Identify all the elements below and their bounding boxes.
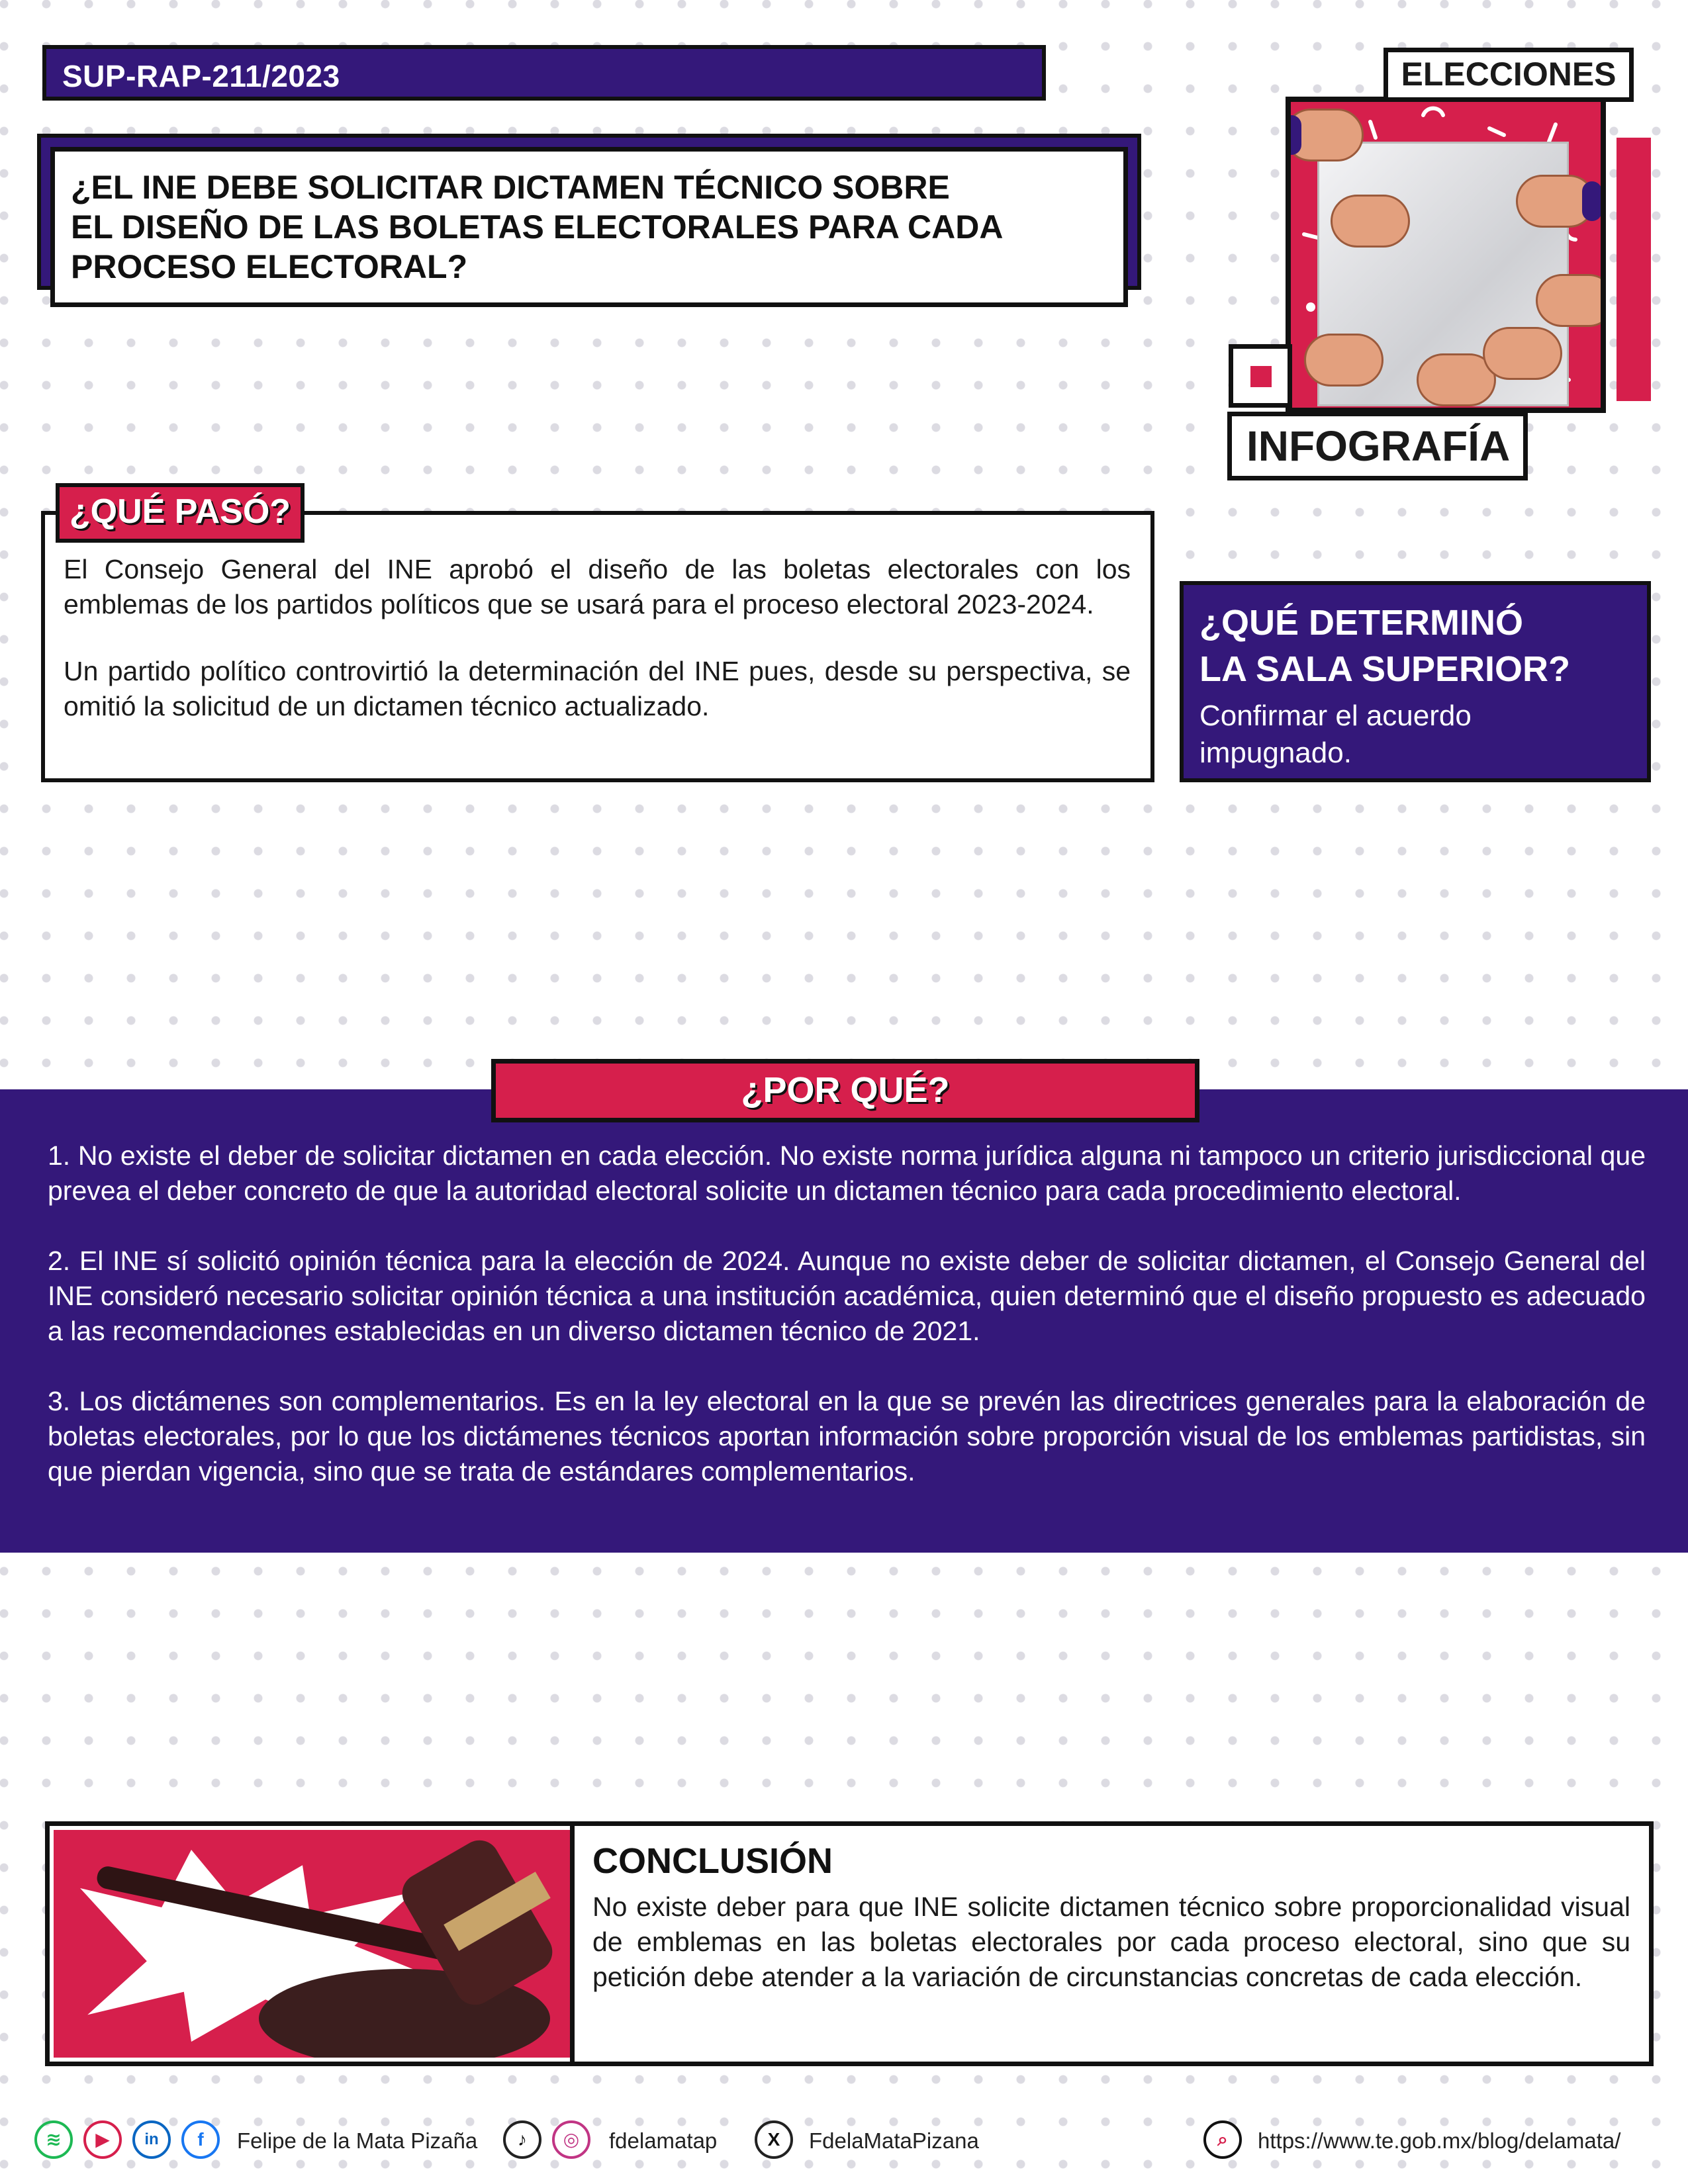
que-determino-body: Confirmar el acuerdo impugnado. bbox=[1199, 700, 1472, 769]
case-number-bar bbox=[42, 45, 1046, 101]
por-que-section bbox=[0, 1089, 1688, 1553]
footer-handle-tiktok-instagram[interactable]: fdelamatap bbox=[609, 2128, 718, 2153]
conclusion-divider bbox=[570, 1826, 575, 2062]
que-paso-title: ¿QUÉ PASÓ? bbox=[56, 483, 305, 543]
ballot-box-photo bbox=[1286, 97, 1606, 413]
question-title-line-3: PROCESO ELECTORAL? bbox=[71, 248, 468, 285]
infografia-badge: INFOGRAFÍA bbox=[1227, 412, 1528, 480]
case-number: SUP-RAP-211/2023 bbox=[62, 59, 340, 93]
que-paso-paragraph-1: El Consejo General del INE aprobó el diseño de las boletas electorales con los emblemas de los partidos políticos que se usará para el proceso electoral 2023-2024. bbox=[64, 554, 1131, 619]
thumbs-down-hand-icon bbox=[1483, 327, 1562, 380]
footer-url[interactable]: https://www.te.gob.mx/blog/delamata/ bbox=[1258, 2128, 1621, 2153]
que-determino-title-line-2: LA SALA SUPERIOR? bbox=[1199, 649, 1571, 689]
por-que-reason-1: 1. No existe el deber de solicitar dictamen en cada elección. No existe norma jurídica alguna ni tampoco un criterio jurisdiccional que prevea el deber concreto de que la autoridad electoral solicite un dictamen técnico para cada procedimiento electoral. bbox=[48, 1140, 1646, 1206]
linkedin-icon[interactable]: in bbox=[132, 2120, 171, 2159]
gavel-illustration bbox=[54, 1830, 570, 2058]
decorative-red-bar bbox=[1617, 138, 1651, 401]
por-que-reason-3: 3. Los dictámenes son complementarios. Es en la ley electoral en la que se prevén las directrices generales para la elaboración de boletas electorales, por lo que los dictámenes técnicos aportan información sobre proporción visual de los emblemas partidistas, sin que pierdan vigencia, sino que se trata de estándares complementarios. bbox=[48, 1386, 1646, 1486]
thumbs-up-hand-icon bbox=[1304, 334, 1383, 387]
facebook-icon[interactable]: f bbox=[181, 2120, 220, 2159]
conclusion-body: No existe deber para que INE solicite dictamen técnico sobre proporcionalidad visual de emblemas en las boletas electorales por cada proceso electoral, sino que su petición debe atender a la variación de circunstancias concretas de cada elección. bbox=[592, 1891, 1630, 1992]
decorative-square bbox=[1229, 344, 1292, 408]
thumbs-down-hand-icon bbox=[1536, 274, 1606, 327]
question-title-box bbox=[50, 147, 1128, 307]
elecciones-badge: ELECCIONES bbox=[1383, 48, 1634, 102]
conclusion-box bbox=[45, 1821, 1654, 2066]
footer bbox=[0, 2115, 1688, 2168]
por-que-reason-2: 2. El INE sí solicitó opinión técnica para la elección de 2024. Aunque no existe deber de solicitar dictamen, el Consejo General del INE consideró necesario solicitar opinión técnica a una institución académica, quien determinó que el diseño propuesto es adecuado a las recomendaciones establecidas en un diverso dictamen técnico de 2021. bbox=[48, 1246, 1646, 1346]
que-paso-paragraph-2: Un partido político controvirtió la determinación del INE pues, desde su perspectiva, se omitió la solicitud de un dictamen técnico actualizado. bbox=[64, 656, 1131, 721]
spotify-icon[interactable]: ≋ bbox=[34, 2120, 73, 2159]
que-paso-box bbox=[41, 511, 1154, 782]
thumbs-down-hand-icon bbox=[1331, 195, 1410, 248]
question-title-line-1: ¿EL INE DEBE SOLICITAR DICTAMEN TÉCNICO SOBRE bbox=[71, 169, 950, 206]
que-determino-title-line-1: ¿QUÉ DETERMINÓ bbox=[1199, 603, 1524, 643]
question-title-line-2: EL DISEÑO DE LAS BOLETAS ELECTORALES PARA CADA bbox=[71, 208, 1004, 246]
youtube-icon[interactable]: ▶ bbox=[83, 2120, 122, 2159]
sleeve-cuff bbox=[1582, 181, 1602, 221]
instagram-icon[interactable]: ◎ bbox=[552, 2120, 590, 2159]
tiktok-icon[interactable]: ♪ bbox=[503, 2120, 541, 2159]
footer-name[interactable]: Felipe de la Mata Pizaña bbox=[237, 2128, 478, 2153]
x-icon[interactable]: X bbox=[755, 2120, 793, 2159]
footer-handle-x[interactable]: FdelaMataPizana bbox=[809, 2128, 979, 2153]
sleeve-cuff bbox=[1286, 115, 1301, 155]
por-que-title: ¿POR QUÉ? bbox=[491, 1059, 1199, 1122]
que-determino-box bbox=[1180, 581, 1651, 782]
search-icon[interactable]: ⌕ bbox=[1203, 2120, 1242, 2159]
conclusion-title: CONCLUSIÓN bbox=[592, 1841, 833, 1881]
